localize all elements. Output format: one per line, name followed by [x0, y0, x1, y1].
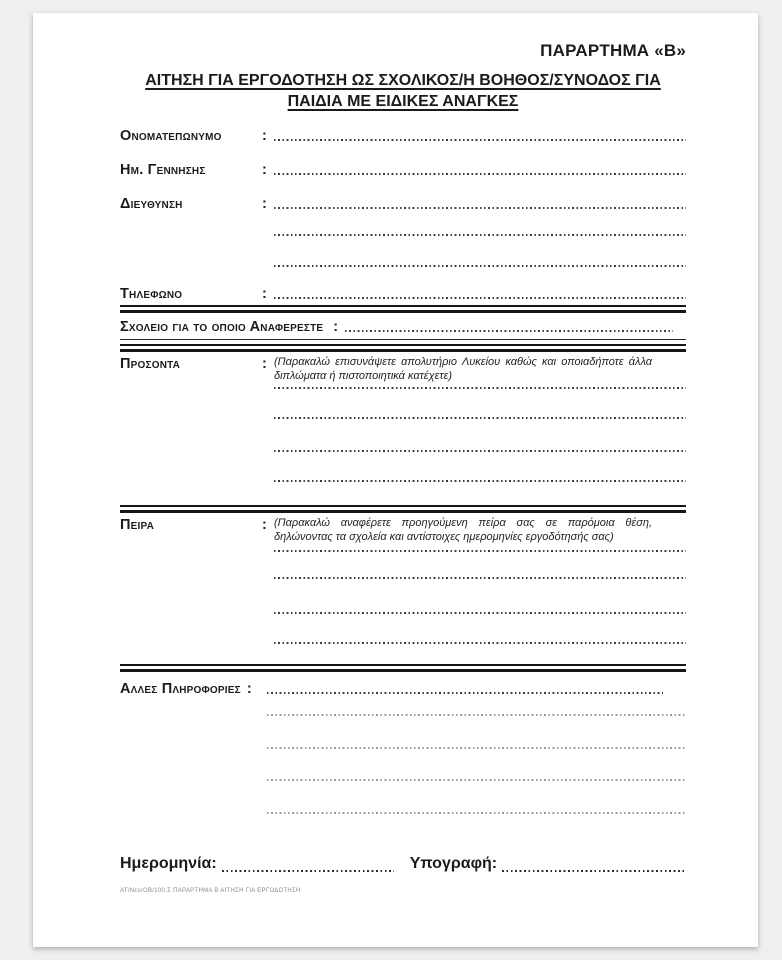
form-title-line-1: ΑΙΤΗΣΗ ΓΙΑ ΕΡΓΟΔΟΤΗΣΗ ΩΣ ΣΧΟΛΙΚΟΣ/Η ΒΟΗΘΟΣ/ΣΥΝΟΔΟΣ ΓΙΑ [145, 72, 661, 89]
field-row-other-info [120, 680, 686, 814]
document-content [120, 41, 686, 894]
section-divider [120, 664, 686, 672]
field-row-phone [120, 285, 686, 303]
experience-fill-line-1 [274, 550, 686, 552]
field-row-school [120, 318, 686, 336]
phone-label: Τηλεφωνο [120, 286, 183, 302]
address-fill-line-2 [274, 234, 686, 236]
phone-colon: : [262, 286, 267, 302]
fullname-label: Ονοματεπωνυμο [120, 128, 222, 144]
other-info-colon: : [246, 681, 252, 697]
fullname-colon: : [262, 128, 267, 144]
phone-fill-line [274, 297, 686, 299]
field-row-fullname [120, 127, 686, 145]
qualifications-colon: : [262, 356, 267, 372]
address-fill-line-1 [274, 207, 686, 209]
other-info-fill-line-3 [267, 747, 686, 749]
school-colon: : [333, 319, 339, 335]
other-info-fill-line-5 [267, 812, 686, 814]
experience-fill-line-4 [274, 642, 686, 644]
form-title-line-2: ΠΑΙΔΙΑ ΜΕ ΕΙΔΙΚΕΣ ΑΝΑΓΚΕΣ [287, 93, 519, 110]
address-colon: : [262, 196, 267, 212]
school-fill-line [345, 330, 673, 332]
document-reference: ΑΤ/Νεο/ΟΒ/100.Σ ΠΑΡΑΡΤΗΜΑ Β ΑΙΤΗΣΗ ΓΙΑ ΕΡΓΟΔΟΤΗΣΗ [120, 888, 301, 894]
other-info-label: Αλλες Πληροφοριες [120, 681, 241, 697]
experience-colon: : [262, 517, 267, 533]
address-label: Διευθυνση [120, 196, 183, 212]
other-info-fill-line-1 [267, 692, 663, 694]
thin-divider [120, 339, 686, 340]
birthdate-colon: : [262, 162, 267, 178]
qualifications-fill-line-2 [274, 417, 686, 419]
birthdate-fill-line [274, 173, 686, 175]
fullname-fill-line [274, 139, 686, 141]
field-row-birthdate [120, 161, 686, 179]
other-info-fill-line-4 [267, 779, 686, 781]
school-label: Σχολειο για το οποιο Αναφερεστε [120, 319, 324, 335]
experience-hint: (Παρακαλώ αναφέρετε προηγούμενη πείρα σας σε παρόμοια θέση, δηλώνοντας τα σχολεία και αντίστοιχες ημερομηνίες εργοδότησής σας) [274, 517, 652, 543]
qualifications-fill-line-4 [274, 480, 686, 482]
birthdate-label: Ημ. Γεννησης [120, 162, 206, 178]
signature-label: Υπογραφή: [409, 855, 498, 872]
qualifications-fill-line-3 [274, 450, 686, 452]
field-row-qualifications [120, 355, 686, 482]
section-divider [120, 505, 686, 513]
experience-fill-line-3 [274, 612, 686, 614]
qualifications-fill-line-1 [274, 387, 686, 389]
date-fill-line [222, 870, 394, 872]
field-row-experience [120, 516, 686, 644]
other-info-fill-line-2 [267, 714, 686, 716]
date-label: Ημερομηνία: [120, 855, 217, 872]
form-title [120, 70, 686, 112]
address-fill-line-3 [274, 265, 686, 267]
appendix-title: ΠΑΡΑΡΤΗΜΑ «Β» [540, 41, 686, 60]
qualifications-hint: (Παρακαλώ επισυνάψετε απολυτήριο Λυκείου καθώς και οποιαδήποτε άλλα διπλώματα ή πιστοποιητικά κατέχετε) [274, 356, 652, 382]
qualifications-label: Προσοντα [120, 356, 181, 372]
signature-row [120, 854, 686, 876]
experience-fill-line-2 [274, 577, 686, 579]
experience-label: Πειρα [120, 517, 155, 533]
field-row-address [120, 195, 686, 267]
document-page [33, 13, 758, 947]
section-divider [120, 305, 686, 313]
signature-fill-line [502, 870, 686, 872]
section-divider [120, 344, 686, 352]
